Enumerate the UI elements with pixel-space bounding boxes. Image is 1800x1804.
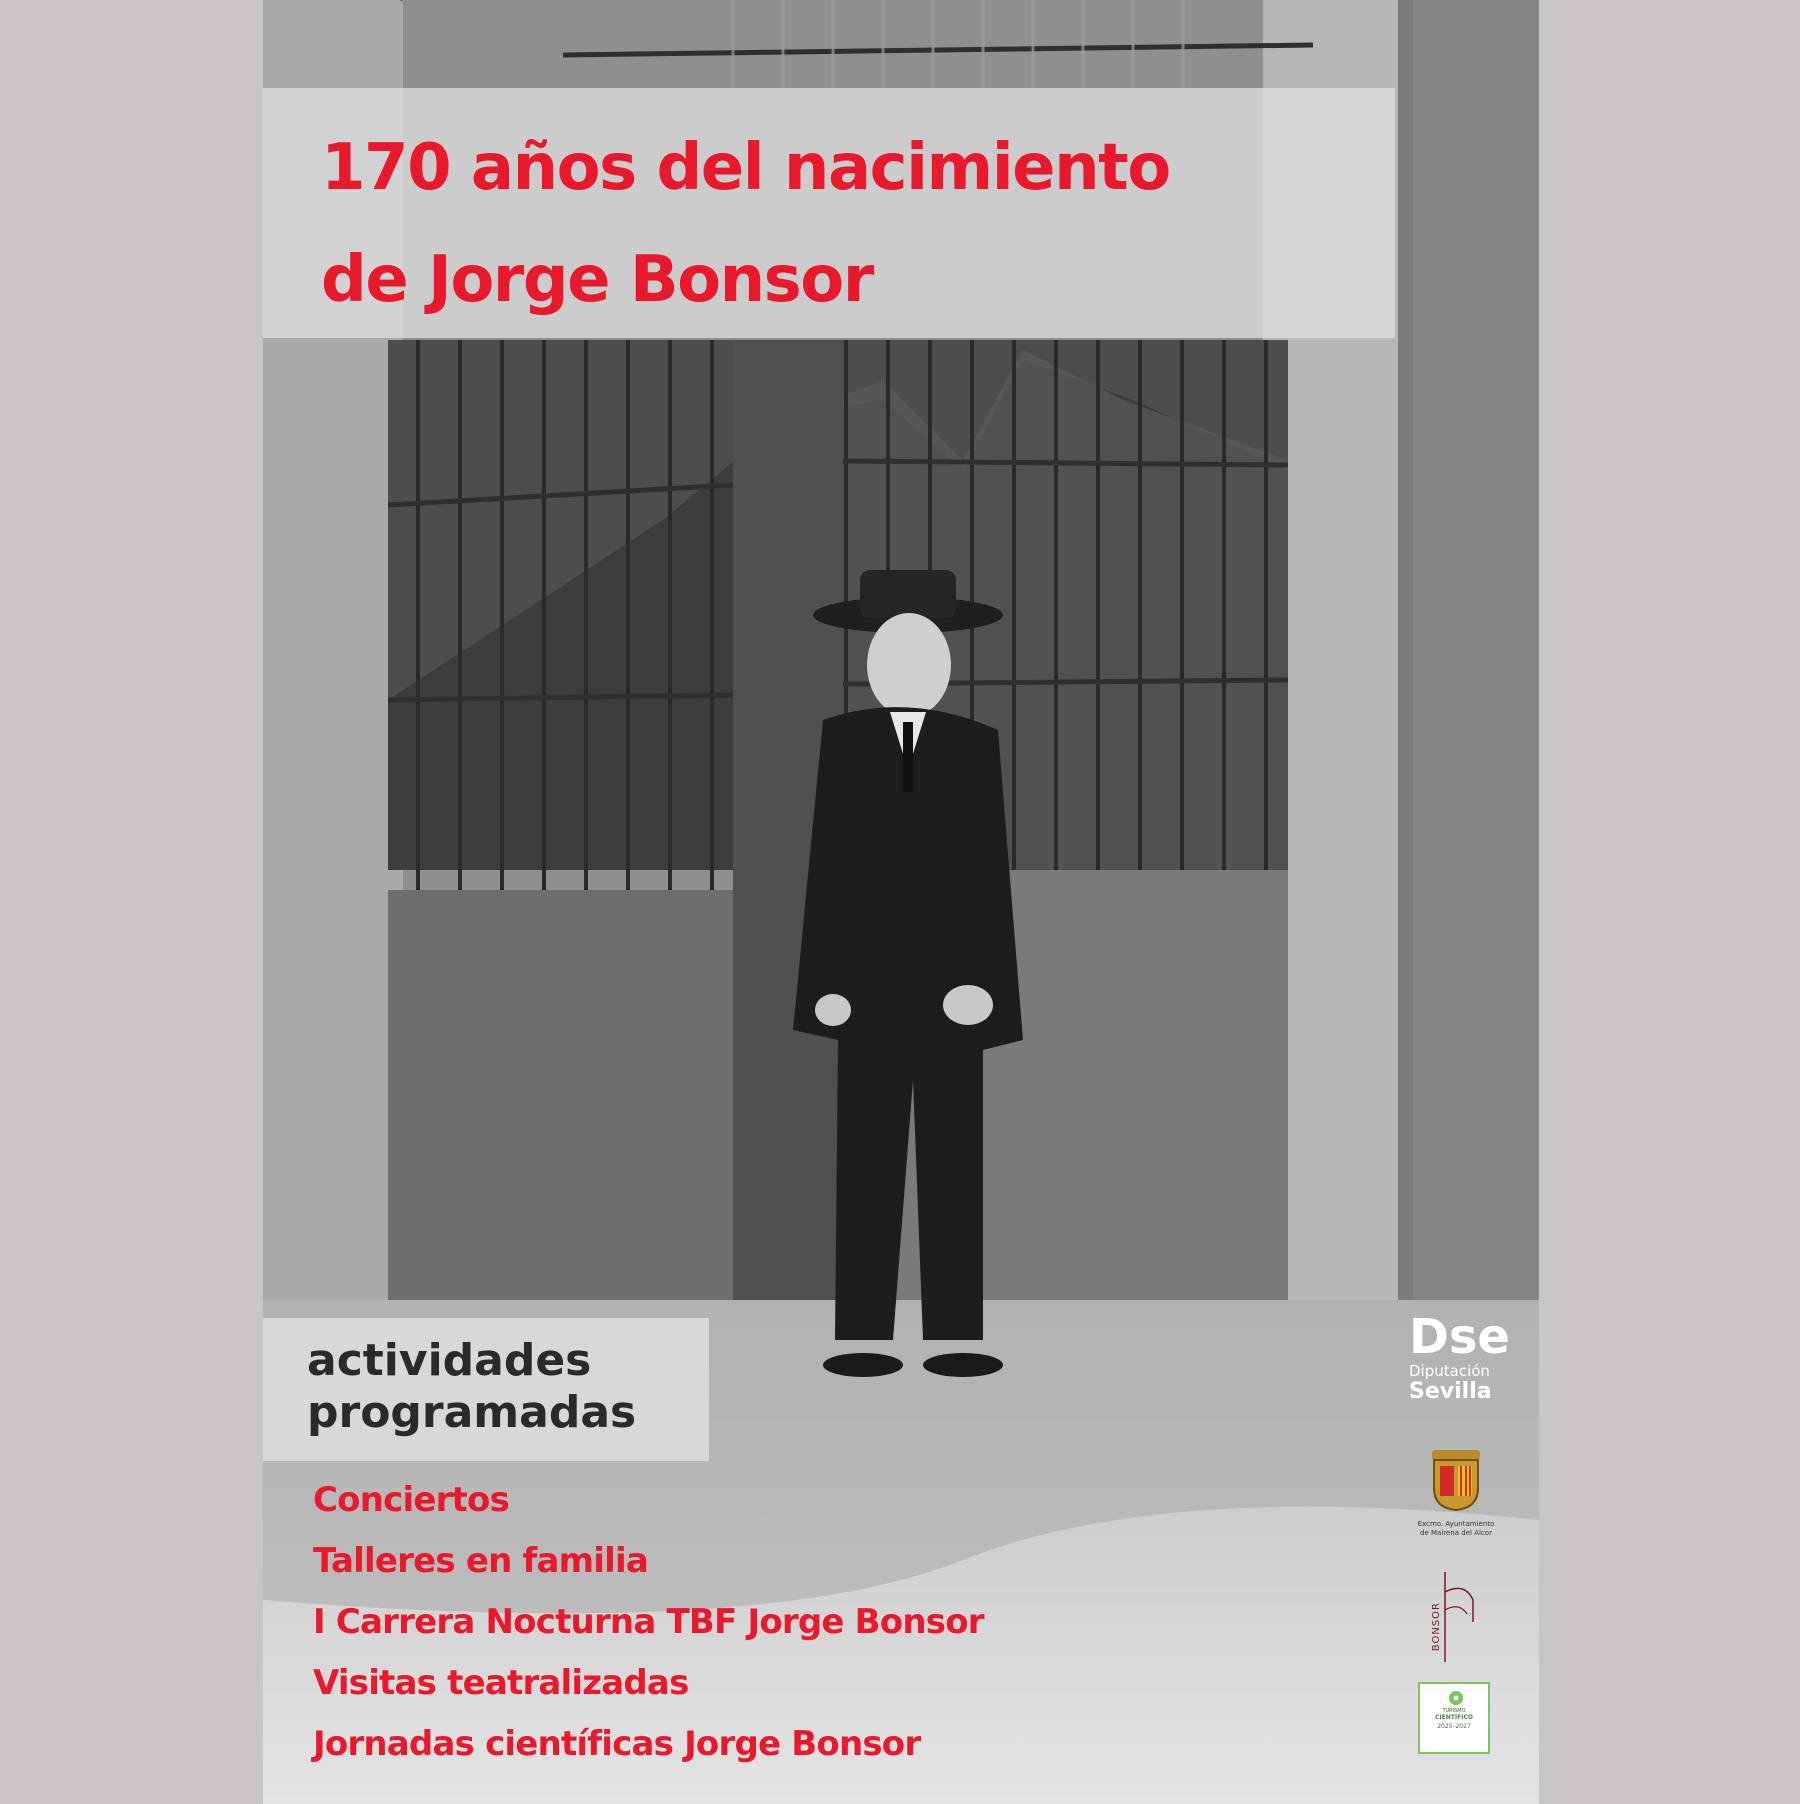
- ayuntamiento-caption-1: Excmo. Ayuntamiento: [1417, 1520, 1495, 1528]
- event-item: Talleres en familia: [313, 1541, 648, 1581]
- turismo-years: 2025–2027: [1437, 1723, 1471, 1730]
- diputacion-label: Diputación: [1409, 1362, 1490, 1380]
- title-line-2: de Jorge Bonsor: [321, 243, 873, 317]
- bonsor-logo: [1423, 1562, 1483, 1672]
- sevilla-label: Sevilla: [1409, 1379, 1492, 1404]
- event-item: I Carrera Nocturna TBF Jorge Bonsor: [313, 1602, 984, 1642]
- turismo-label: TURISMO: [1442, 1708, 1466, 1714]
- event-item: Visitas teatralizadas: [313, 1663, 689, 1703]
- ayuntamiento-logo: [1411, 1448, 1501, 1538]
- events-list: [313, 1470, 984, 1775]
- dse-mark: Dse: [1409, 1309, 1510, 1365]
- poster: [263, 0, 1539, 1804]
- event-item: Conciertos: [313, 1480, 510, 1520]
- atom-icon: [1448, 1690, 1464, 1706]
- diputacion-sevilla-logo: [1409, 1309, 1510, 1404]
- cientifico-label: CIENTÍFICO: [1435, 1714, 1473, 1721]
- event-item: Jornadas científicas Jorge Bonsor: [313, 1724, 921, 1764]
- ayuntamiento-caption-2: de Mairena del Alcor: [1420, 1529, 1492, 1537]
- poster-title: [321, 112, 1381, 336]
- title-line-1: 170 años del nacimiento: [321, 131, 1170, 205]
- activities-line-2: programadas: [307, 1387, 637, 1438]
- activities-line-1: actividades: [307, 1335, 592, 1386]
- turismo-cientifico-badge: [1418, 1682, 1490, 1754]
- bonsor-label: BONSOR: [1431, 1602, 1442, 1652]
- coat-of-arms-icon: [1426, 1448, 1486, 1512]
- activities-heading: [307, 1335, 636, 1439]
